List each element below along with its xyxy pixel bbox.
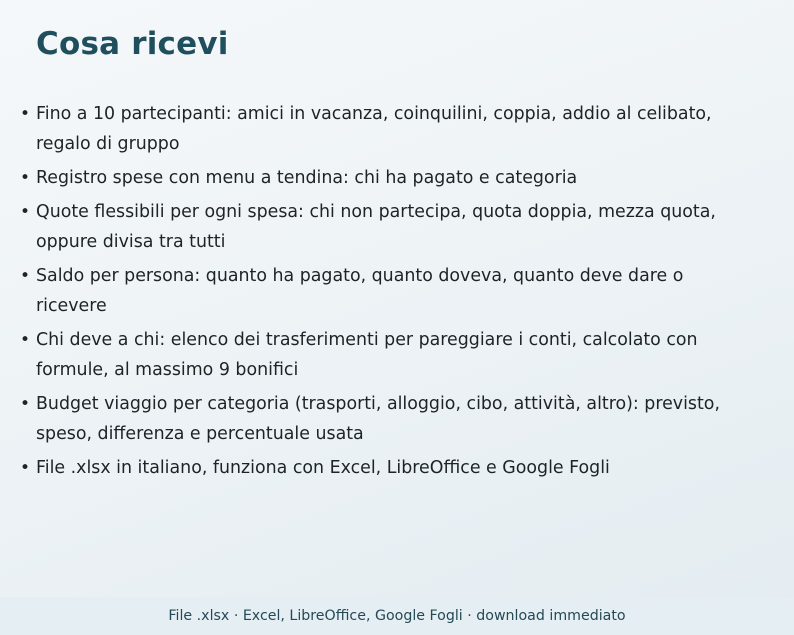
- feature-text: Registro spese con menu a tendina: chi ha pagato e categoria: [36, 168, 578, 188]
- list-item: [20, 389, 756, 449]
- list-item: [20, 453, 756, 483]
- list-item: [20, 325, 756, 385]
- list-item: [20, 197, 756, 257]
- bullet-icon: •: [20, 394, 31, 414]
- feature-text: Saldo per persona: quanto ha pagato, quanto doveva, quanto deve dare o ricevere: [36, 266, 684, 316]
- list-item: [20, 163, 756, 193]
- list-item: [20, 261, 756, 321]
- feature-text: Budget viaggio per categoria (trasporti, alloggio, cibo, attività, altro): previsto, speso, differenza e percentuale usata: [36, 394, 720, 444]
- feature-text: File .xlsx in italiano, funziona con Excel, LibreOffice e Google Fogli: [36, 458, 610, 478]
- feature-text: Fino a 10 partecipanti: amici in vacanza, coinquilini, coppia, addio al celibato, regalo di gruppo: [36, 104, 712, 154]
- bullet-icon: •: [20, 266, 31, 286]
- bullet-icon: •: [20, 330, 31, 350]
- bullet-icon: •: [20, 168, 31, 188]
- feature-text: Chi deve a chi: elenco dei trasferimenti per pareggiare i conti, calcolato con formule, al massimo 9 bonifici: [36, 330, 698, 380]
- main-content: [20, 22, 756, 487]
- bullet-icon: •: [20, 458, 31, 478]
- list-item: [20, 99, 756, 159]
- footer-bar: [0, 597, 794, 635]
- page-title: Cosa ricevi: [36, 26, 229, 62]
- bullet-icon: •: [20, 104, 31, 124]
- bullet-icon: •: [20, 202, 31, 222]
- feature-list: [20, 99, 756, 483]
- footer-text: File .xlsx · Excel, LibreOffice, Google Fogli · download immediato: [168, 608, 626, 624]
- feature-text: Quote flessibili per ogni spesa: chi non partecipa, quota doppia, mezza quota, oppure divisa tra tutti: [36, 202, 716, 252]
